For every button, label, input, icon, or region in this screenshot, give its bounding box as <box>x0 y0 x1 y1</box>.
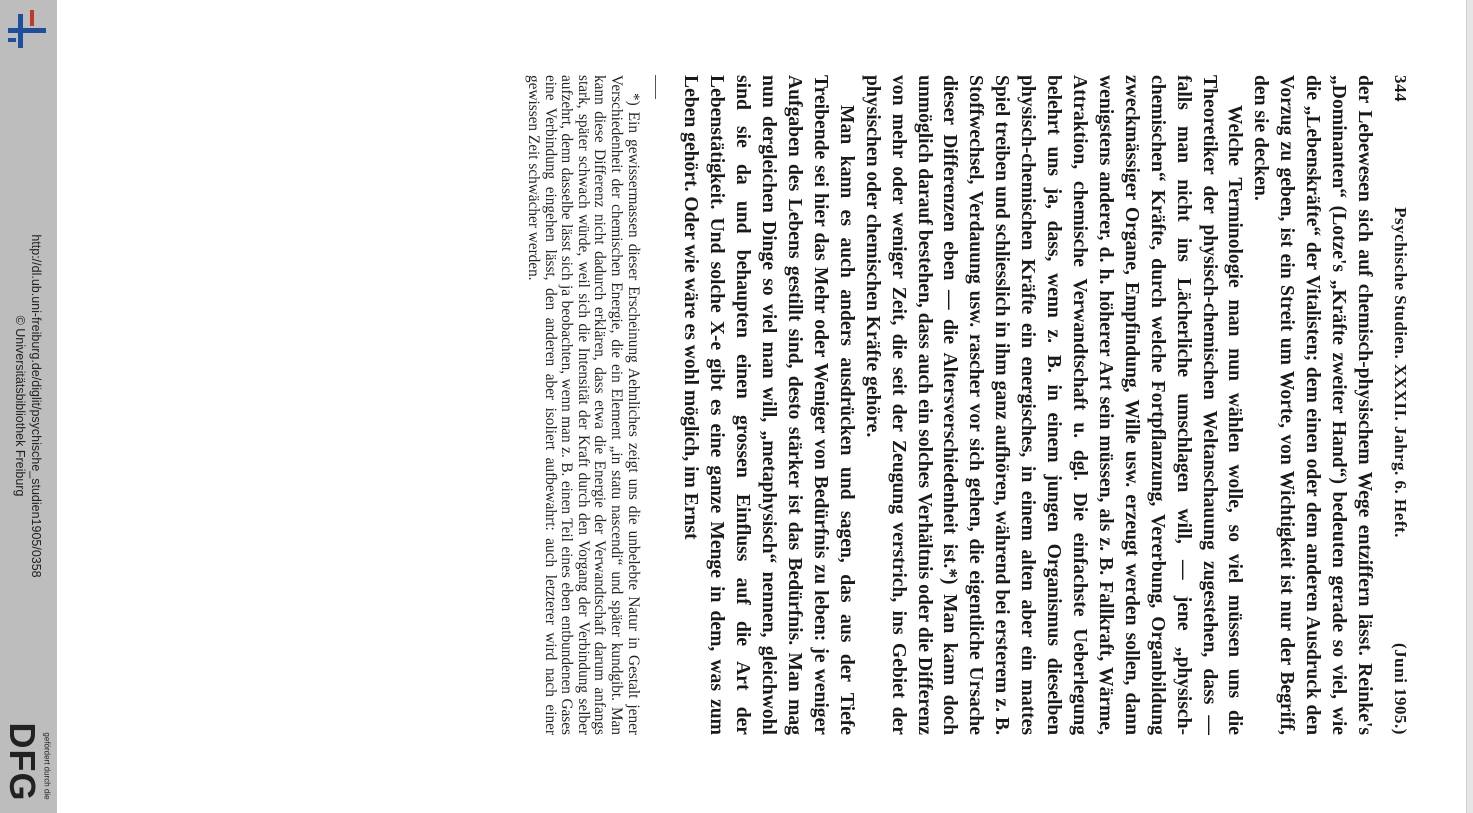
page-edge <box>1466 0 1473 813</box>
viewer-sidebar <box>0 0 57 813</box>
funded-by-label: gefördert durch die <box>42 732 52 800</box>
scanned-page <box>203 75 1413 735</box>
sidebar-citation <box>12 234 44 577</box>
issue-date: (Juni 1905.) <box>1391 643 1410 735</box>
footnote-text: *) Ein gewissermassen dieser Erscheinung Aehnliches zeigt uns die unbelebte Natur in Gestalt jener Verschiedenheit der chemischen Energie, die ein Element „in statu nascendi“ und später kundgibt. Man kann diese Differenz nicht dadurch erklären, dass etwa die Energie der Verwandtschaft darum anfangs stark, später schwach würde, weil sich die Intensität der Kraft durch den Vorgang der Verbindung selber aufzehrt, denn dasselbe lässt sich ja beobachten, wenn man z. B. einen Teil eines eben entbundenen Gases eine Verbindung eingehen lässt, den anderen aber isoliert aufbewahrt: auch letzterer wird nach einer gewissen Zeit schwächer werden. <box>524 75 642 735</box>
journal-title: Psychische Studien. XXXII. Jahrg. 6. Heft. <box>1391 207 1410 538</box>
paragraph: Man kann es auch anders ausdrücken und sagen, das aus der Tiefe Treibende sei hier das Mehr oder Weniger von Bedürfnis zu leben: je weniger Aufgaben des Lebens gestillt sind, desto stärker ist das Bedürfnis. Man mag nun dergleichen Dinge so viel man will, „metaphysisch“ nennen, gleichwohl sind sie da und behaupten einen grossen Einfluss auf die Art der Lebenstätigkeit. Und solche X-e gibt es eine ganze Menge in dem, was zum Leben gehört. Oder wie wäre es wohl möglich, im Ernst <box>680 75 857 735</box>
main-text <box>678 75 1377 735</box>
dfg-logo: DFG <box>2 722 43 802</box>
page-number: 344 <box>1391 75 1410 102</box>
copyright-notice: © Universitätsbibliothek Freiburg <box>13 315 27 497</box>
paragraph: Welche Terminologie man nun wählen wolle, so viel müssen uns die Theoretiker der physisch-chemischen Weltanschauung zugestehen, dass — falls man nicht ins Lächerliche umschlagen will, — jene „physisch-chemischen“ Kräfte, durch welche Fortpflanzung, Vererbung, Organbildung zweckmässiger Organe, Empfindung, Wille usw. erzeugt werden sollen, dann wenigstens anderer, d. h. höherer Art sein müssen, als z. B. Fallkraft, Wärme, Attraktion, chemische Verwandtschaft u. dgl. Die einfachste Ueberlegung belehrt uns ja, dass, wenn z. B. in einem jungen Organismus dieselben physisch-chemischen Kräfte ein energisches, in einem alten aber ein mattes Spiel treiben und schliesslich in ihm ganz aufhören, während bei ersterem z. B. Stoffwechsel, Verdauung usw. rascher vor sich gehen, die eigentliche Ursache dieser Differenzen eben — die Altersverschiedenheit ist.*) Man kann doch unmöglich darauf bestehen, dass auch ein solches Verhältnis oder die Differenz von mehr oder weniger Zeit, die seit der Zeugung verstrich, ins Gebiet der physischen oder chemischen Kräfte gehöre. <box>861 75 1246 735</box>
paragraph: der Lebewesen sich auf chemisch-physischem Wege entziffern lässt. Reinke's „Dominanten“ (Lotze's „Kräfte zweiter Hand“) bedeuten gerade so viel, wie die „Lebenskräfte“ der Vitalisten; dem einen oder dem anderen Ausdruck den Vorzug zu geben, ist ein Streit um Worte, von Wichtigkeit ist nur der Begriff, den sie decken. <box>1250 75 1375 735</box>
footnote <box>524 75 640 735</box>
footnote-separator <box>655 75 656 99</box>
ub-freiburg-logo-icon[interactable] <box>4 8 50 52</box>
running-header <box>1387 75 1413 735</box>
permalink-url[interactable]: http://dl.ub.uni-freiburg.de/diglit/psychische_studien1905/0358 <box>29 234 43 578</box>
